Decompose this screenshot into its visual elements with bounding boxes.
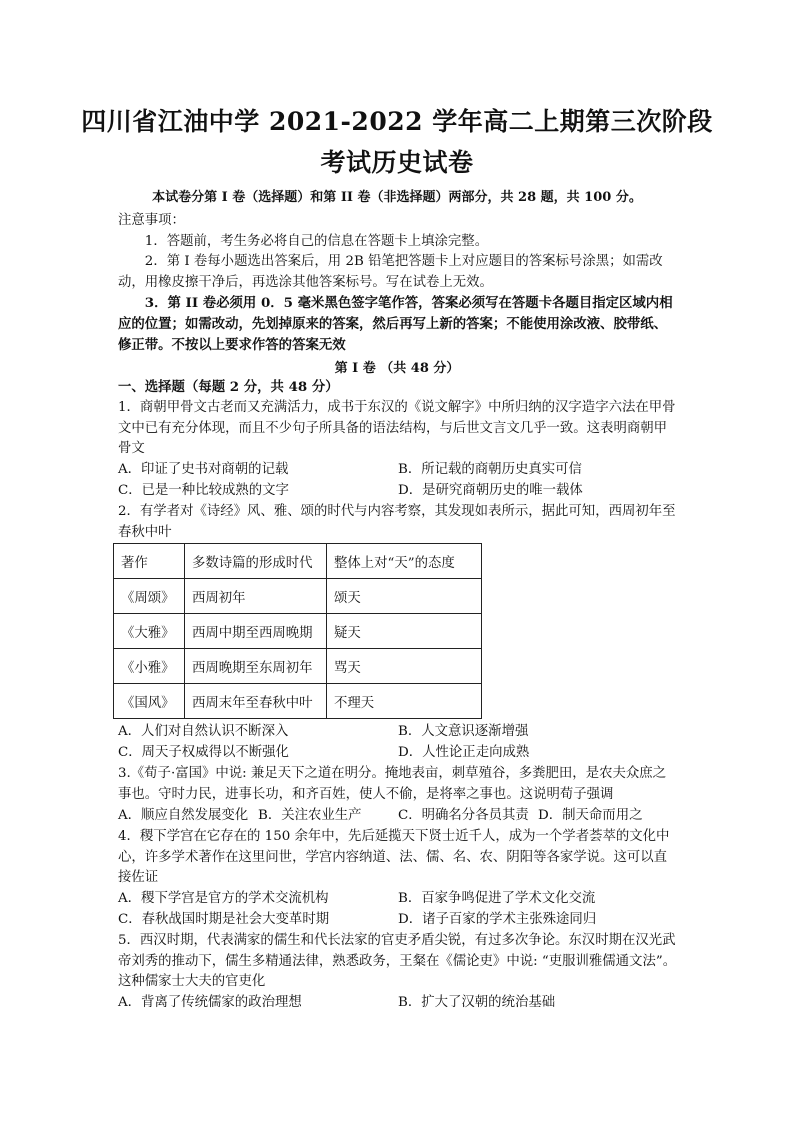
q1-option-b[interactable]: B．所记载的商朝历史真实可信 — [398, 462, 582, 477]
table-cell: 西周初年 — [185, 579, 327, 614]
notes-section — [118, 211, 678, 355]
q3-option-b[interactable]: B．关注农业生产 — [258, 808, 362, 823]
table-cell: 不理天 — [327, 684, 482, 719]
q1-option-c[interactable]: C．已是一种比较成熟的文字 — [118, 482, 289, 498]
q4-option-a[interactable]: A．稷下学宫是官方的学术交流机构 — [118, 891, 329, 906]
table-cell: 《周颂》 — [114, 579, 185, 614]
q2-option-a[interactable]: A．人们对自然认识不断深入 — [118, 724, 289, 739]
table-row — [114, 614, 482, 649]
question-2-stem: 2．有学者对《诗经》风、雅、颂的时代与内容考察，其发现如表所示，据此可知，西周初年至春秋中叶 — [118, 504, 676, 540]
table-header-cell: 著作 — [114, 544, 185, 579]
q4-option-c[interactable]: C．春秋战国时期是社会大变革时期 — [118, 911, 330, 927]
q2-option-b[interactable]: B．人文意识逐渐增强 — [398, 724, 529, 739]
table-cell: 《国风》 — [114, 684, 185, 719]
table-row — [114, 684, 482, 719]
table-cell: 疑天 — [327, 614, 482, 649]
note-item-3: 3．第 II 卷必须用 0．5 毫米黑色签字笔作答，答案必须写在答题卡各题目指定区域内相应的位置；如需改动，先划掉原来的答案，然后再写上新的答案；不能使用涂改液、胶带纸、修正带。不按以上要求作答的答案无效 — [118, 295, 673, 353]
note-item-1: 1．答题前，考生务必将自己的信息在答题卡上填涂完整。 — [144, 233, 489, 249]
part-1-title: 一、选择题（每题 2 分，共 48 分） — [118, 379, 339, 395]
table-cell: 《大雅》 — [114, 614, 185, 649]
q4-option-d[interactable]: D．诸子百家的学术主张殊途同归 — [398, 911, 597, 927]
table-row — [114, 579, 482, 614]
table-cell: 西周末年至春秋中叶 — [185, 684, 327, 719]
question-3-options — [118, 806, 678, 827]
shijing-table — [113, 543, 482, 719]
question-5-stem: 5．西汉时期，代表满家的儒生和代长法家的官吏矛盾尖锐，有过多次争论。东汉时期在汉光武帝刘秀的推动下，儒生多精通法律，熟悉政务，王粲在《儒论吏》中说: “吏服训雅儒通文法”。这种儒家士大夫的官吏化 — [118, 933, 677, 990]
table-header-row — [114, 544, 482, 579]
question-5-options — [118, 993, 678, 1014]
q3-option-a[interactable]: A．顺应自然发展变化 — [118, 808, 249, 823]
q2-option-d[interactable]: D．人性论正走向成熟 — [398, 744, 530, 760]
table-cell: 《小雅》 — [114, 649, 185, 684]
notes-heading: 注意事项： — [118, 213, 185, 228]
q5-option-b[interactable]: B．扩大了汉朝的统治基础 — [398, 995, 556, 1010]
note-item-2: 2．第 I 卷每小题选出答案后，用 2B 铅笔把答题卡上对应题目的答案标号涂黑；如需改动，用橡皮擦干净后，再选涂其他答案标号。写在试卷上无效。 — [118, 254, 663, 290]
question-1-options — [118, 460, 678, 501]
question-1-stem: 1．商朝甲骨文古老而又充满活力，成书于东汉的《说文解字》中所归纳的汉字造字六法在甲骨文中已有充分体现，而且不少句子所具备的语法结构，与后世文言文几乎一致。这表明商朝甲骨文 — [118, 400, 676, 457]
table-row — [114, 649, 482, 684]
q3-option-c[interactable]: C．明确名分各员其责 — [398, 808, 529, 823]
table-cell: 颂天 — [327, 579, 482, 614]
section-1-title: 第 I 卷 （共 48 分） — [334, 361, 460, 376]
q4-option-b[interactable]: B．百家争鸣促进了学术文化交流 — [398, 891, 596, 906]
exam-title-line2: 考试历史试卷 — [320, 148, 474, 177]
exam-intro: 本试卷分第 I 卷（选择题）和第 II 卷（非选择题）两部分，共 28 题，共 100 分。 — [152, 190, 642, 205]
q1-option-d[interactable]: D．是研究商朝历史的唯一载体 — [398, 482, 583, 498]
question-4-stem: 4．稷下学宫在它存在的 150 余年中，先后延揽天下贤士近千人，成为一个学者荟萃的文化中心，许多学术著作在这里问世，学宫内容纳道、法、儒、名、农、阴阳等各家学说。这可以直接佐证 — [118, 829, 670, 886]
exam-title-line1: 四川省江油中学 2021-2022 学年高二上期第三次阶段 — [81, 107, 713, 136]
question-5 — [118, 931, 678, 993]
q5-option-a[interactable]: A．背离了传统儒家的政治理想 — [118, 995, 302, 1010]
question-1 — [118, 398, 678, 460]
question-2 — [118, 502, 678, 543]
q1-option-a[interactable]: A．印证了史书对商朝的记载 — [118, 462, 289, 477]
table-cell: 西周中期至西周晚期 — [185, 614, 327, 649]
question-4 — [118, 827, 678, 889]
question-3 — [118, 764, 678, 805]
table-header-cell: 整体上对“天”的态度 — [327, 544, 482, 579]
table-cell: 骂天 — [327, 649, 482, 684]
question-3-stem: 3.《荀子·富国》中说: 兼足天下之道在明分。掩地表亩，刺草殖谷，多粪肥田，是农夫众庶之事也。守时力民，进事长功，和齐百姓，使人不偷，是将率之事也。这说明荀子强调 — [118, 766, 667, 802]
question-4-options — [118, 889, 678, 930]
question-2-options — [118, 722, 678, 763]
q2-option-c[interactable]: C．周天子权威得以不断强化 — [118, 744, 289, 760]
table-header-cell: 多数诗篇的形成时代 — [185, 544, 327, 579]
q3-option-d[interactable]: D．制天命而用之 — [538, 808, 643, 823]
table-cell: 西周晚期至东周初年 — [185, 649, 327, 684]
